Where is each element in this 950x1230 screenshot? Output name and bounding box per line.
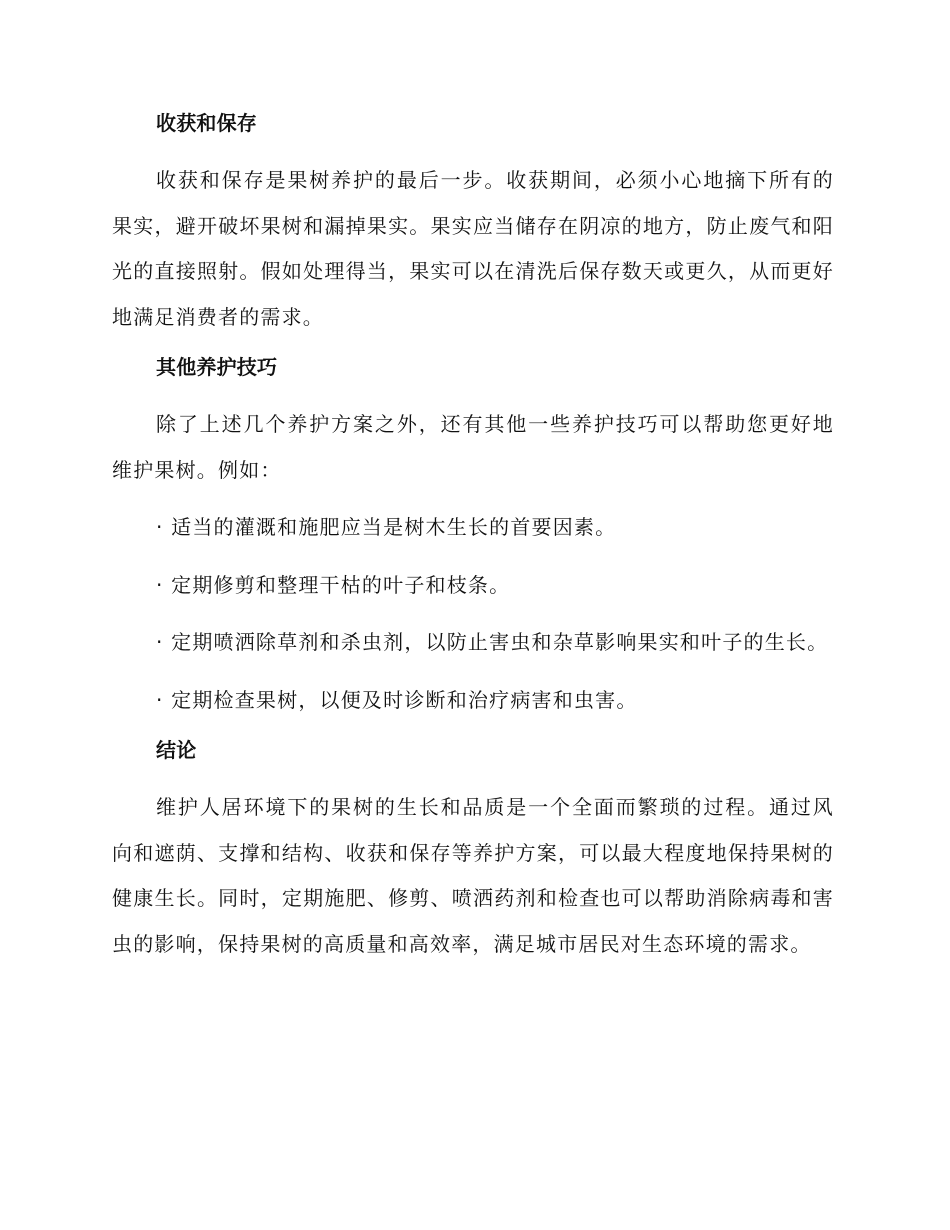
section-paragraph-other-tips: 除了上述几个养护方案之外，还有其他一些养护技巧可以帮助您更好地维护果树。例如： <box>112 412 834 482</box>
section-paragraph-conclusion: 维护人居环境下的果树的生长和品质是一个全面而繁琐的过程。通过风向和遮荫、支撑和结构、收获和保存等养护方案，可以最大程度地保持果树的健康生长。同时，定期施肥、修剪、喷洒药剂和检查也可以帮助消除病毒和害虫的影响，保持果树的高质量和高效率，满足城市居民对生态环境的需求。 <box>112 795 834 956</box>
section-heading-harvest: 收获和保存 <box>156 111 257 135</box>
list-item: · 定期修剪和整理干枯的叶子和枝条。 <box>156 572 511 597</box>
section-heading-conclusion: 结论 <box>156 738 197 762</box>
list-item: · 定期检查果树，以便及时诊断和治疗病害和虫害。 <box>156 687 638 712</box>
document-body <box>112 108 834 967</box>
list-item: · 定期喷洒除草剂和杀虫剂，以防止害虫和杂草影响果实和叶子的生长。 <box>156 630 829 654</box>
section-heading-other-tips: 其他养护技巧 <box>156 355 278 379</box>
section-paragraph-harvest: 收获和保存是果树养护的最后一步。收获期间，必须小心地摘下所有的果实，避开破坏果树和漏掉果实。果实应当储存在阴凉的地方，防止废气和阳光的直接照射。假如处理得当，果实可以在清洗后保存数天或更久，从而更好地满足消费者的需求。 <box>112 168 834 329</box>
list-item: · 适当的灌溉和施肥应当是树木生长的首要因素。 <box>156 515 617 539</box>
